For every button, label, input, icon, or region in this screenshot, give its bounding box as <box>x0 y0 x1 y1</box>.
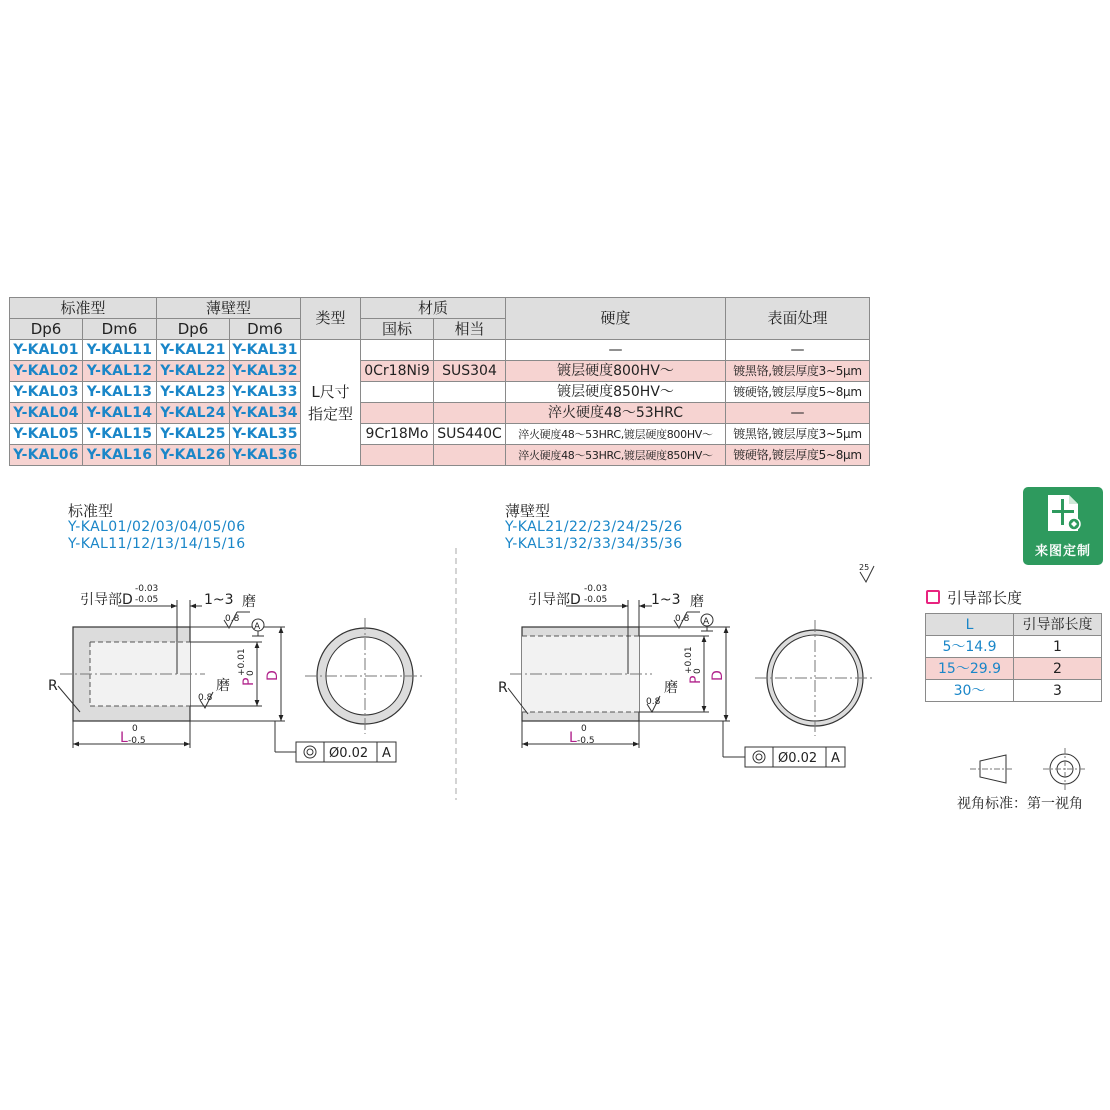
table-row <box>10 403 870 424</box>
guide-header-l: L <box>926 614 1014 636</box>
right-guide-tol-up: -0.03 <box>584 584 608 594</box>
right-caption-codes-1: Y-KAL21/22/23/24/25/26 <box>505 519 683 535</box>
table-row <box>10 361 870 382</box>
type-cell <box>301 340 361 466</box>
table-header-row-1 <box>10 298 870 319</box>
header-hardness: 硬度 <box>506 298 726 340</box>
guide-l-range: 5～14.9 <box>926 636 1014 658</box>
square-marker-icon <box>926 590 940 604</box>
part-code[interactable]: Y-KAL15 <box>83 424 157 445</box>
right-l-tol-low: -0.5 <box>577 736 595 746</box>
right-r-label: R <box>498 680 508 696</box>
part-code[interactable]: Y-KAL26 <box>157 445 230 466</box>
left-d-label: D <box>265 670 281 681</box>
left-guide-tol-up: -0.03 <box>135 584 159 594</box>
part-code[interactable]: Y-KAL35 <box>230 424 301 445</box>
left-caption-title: 标准型 <box>68 502 114 520</box>
left-l-tol-up: 0 <box>132 724 138 734</box>
left-p-label: P <box>241 677 257 686</box>
hardness-cell: 淬火硬度48～53HRC,镀层硬度850HV～ <box>506 445 726 466</box>
surface-cell: — <box>726 340 870 361</box>
right-rough-side: 0.8 <box>646 697 661 707</box>
material-equiv <box>434 382 506 403</box>
right-l-label: L <box>569 730 577 746</box>
header-type: 类型 <box>301 298 361 340</box>
part-code[interactable]: Y-KAL23 <box>157 382 230 403</box>
spec-table <box>9 297 870 466</box>
left-datum-mark: A <box>254 622 261 632</box>
material-equiv <box>434 403 506 424</box>
drawing-file-icon <box>1045 493 1081 533</box>
guide-length-title <box>926 587 1022 608</box>
material-gb <box>361 382 434 403</box>
header-surface: 表面处理 <box>726 298 870 340</box>
left-range-13: 1~3 <box>204 592 234 608</box>
part-code[interactable]: Y-KAL21 <box>157 340 230 361</box>
right-guide-tol-low: -0.05 <box>584 595 608 605</box>
custom-drawing-button[interactable] <box>1023 487 1103 565</box>
part-code[interactable]: Y-KAL34 <box>230 403 301 424</box>
standard-end-view <box>305 618 425 734</box>
right-caption-title: 薄壁型 <box>505 502 551 520</box>
material-gb: 9Cr18Mo <box>361 424 434 445</box>
right-rough-top: 0.8 <box>675 614 690 624</box>
material-gb: 0Cr18Ni9 <box>361 361 434 382</box>
part-code[interactable]: Y-KAL32 <box>230 361 301 382</box>
left-guide-tol-low: -0.05 <box>135 595 159 605</box>
material-gb <box>361 403 434 424</box>
left-r-label: R <box>48 678 58 694</box>
left-concentric-datum: A <box>382 746 391 761</box>
hardness-cell: — <box>506 340 726 361</box>
right-concentric-value: Ø0.02 <box>778 751 818 766</box>
surface-cell: — <box>726 403 870 424</box>
left-rough-top: 0.8 <box>225 614 240 624</box>
type-line-2: 指定型 <box>307 404 353 423</box>
thin-end-view <box>755 620 875 736</box>
right-grind-side: 磨 <box>664 680 678 696</box>
table-row <box>10 382 870 403</box>
material-equiv <box>434 340 506 361</box>
part-code[interactable]: Y-KAL05 <box>10 424 83 445</box>
guide-length-title-text: 引导部长度 <box>947 589 1023 607</box>
part-code[interactable]: Y-KAL06 <box>10 445 83 466</box>
surface-cell: 镀硬铬,镀层厚度5~8μm <box>726 445 870 466</box>
part-code[interactable]: Y-KAL11 <box>83 340 157 361</box>
part-code[interactable]: Y-KAL24 <box>157 403 230 424</box>
material-gb <box>361 445 434 466</box>
right-datum-mark: A <box>703 617 710 627</box>
right-guide-label: 引导部D <box>528 592 581 608</box>
part-code[interactable]: Y-KAL13 <box>83 382 157 403</box>
header-thin: 薄壁型 <box>157 298 301 319</box>
left-guide-label: 引导部D <box>80 592 133 608</box>
material-equiv <box>434 445 506 466</box>
part-code[interactable]: Y-KAL33 <box>230 382 301 403</box>
header-dm6: Dm6 <box>83 319 157 340</box>
header-equiv: 相当 <box>434 319 506 340</box>
header-dp6-thin: Dp6 <box>157 319 230 340</box>
first-angle-projection-icon <box>970 748 1087 790</box>
table-row <box>10 340 870 361</box>
custom-drawing-label: 来图定制 <box>1034 544 1091 559</box>
header-dm6-thin: Dm6 <box>230 319 301 340</box>
table-row <box>926 658 1102 680</box>
left-p-tol-up: +0.01 <box>237 648 247 676</box>
header-material: 材质 <box>361 298 506 319</box>
part-code[interactable]: Y-KAL25 <box>157 424 230 445</box>
right-p-tol-low: 0 <box>693 668 703 674</box>
guide-length-value: 1 <box>1014 636 1102 658</box>
part-code[interactable]: Y-KAL04 <box>10 403 83 424</box>
left-l-label: L <box>120 730 128 746</box>
part-code[interactable]: Y-KAL16 <box>83 445 157 466</box>
right-l-tol-up: 0 <box>581 724 587 734</box>
part-code[interactable]: Y-KAL31 <box>230 340 301 361</box>
table-row <box>926 636 1102 658</box>
part-code[interactable]: Y-KAL22 <box>157 361 230 382</box>
right-range-13: 1~3 <box>651 592 681 608</box>
right-caption-codes-2: Y-KAL31/32/33/34/35/36 <box>505 536 683 552</box>
left-caption-codes-1: Y-KAL01/02/03/04/05/06 <box>68 519 246 535</box>
part-code[interactable]: Y-KAL12 <box>83 361 157 382</box>
table-row <box>10 445 870 466</box>
left-rough-side: 0.8 <box>198 693 213 703</box>
left-concentric-value: Ø0.02 <box>329 746 369 761</box>
guide-table-header <box>926 614 1102 636</box>
overall-roughness-value: 25 <box>859 563 870 572</box>
hardness-cell: 淬火硬度48～53HRC,镀层硬度800HV～ <box>506 424 726 445</box>
guide-length-value: 2 <box>1014 658 1102 680</box>
guide-length-table <box>925 613 1102 702</box>
part-code[interactable]: Y-KAL02 <box>10 361 83 382</box>
guide-l-range: 15～29.9 <box>926 658 1014 680</box>
hardness-cell: 镀层硬度800HV～ <box>506 361 726 382</box>
header-gb: 国标 <box>361 319 434 340</box>
material-equiv: SUS304 <box>434 361 506 382</box>
type-line-1: L尺寸 <box>311 382 350 401</box>
material-equiv: SUS440C <box>434 424 506 445</box>
header-standard: 标准型 <box>10 298 157 319</box>
part-code[interactable]: Y-KAL03 <box>10 382 83 403</box>
table-row <box>926 680 1102 702</box>
right-grind-top: 磨 <box>690 594 704 610</box>
left-l-tol-low: -0.5 <box>128 736 146 746</box>
surface-cell: 镀黑铬,镀层厚度3~5μm <box>726 424 870 445</box>
material-gb <box>361 340 434 361</box>
part-code[interactable]: Y-KAL14 <box>83 403 157 424</box>
left-caption-codes-2: Y-KAL11/12/13/14/15/16 <box>68 536 246 552</box>
surface-cell: 镀硬铬,镀层厚度5~8μm <box>726 382 870 403</box>
right-p-tol-up: +0.01 <box>684 646 694 674</box>
header-dp6: Dp6 <box>10 319 83 340</box>
part-code[interactable]: Y-KAL01 <box>10 340 83 361</box>
hardness-cell: 镀层硬度850HV～ <box>506 382 726 403</box>
guide-l-range: 30～ <box>926 680 1014 702</box>
left-p-tol-low: 0 <box>246 670 256 676</box>
guide-length-value: 3 <box>1014 680 1102 702</box>
view-standard-label: 视角标准：第一视角 <box>957 796 1083 812</box>
right-concentric-datum: A <box>831 751 840 766</box>
guide-header-length: 引导部长度 <box>1014 614 1102 636</box>
left-grind-top: 磨 <box>242 594 256 610</box>
hardness-cell: 淬火硬度48～53HRC <box>506 403 726 424</box>
table-row <box>10 424 870 445</box>
right-d-label: D <box>710 670 726 681</box>
left-grind-side: 磨 <box>216 678 230 694</box>
part-code[interactable]: Y-KAL36 <box>230 445 301 466</box>
surface-cell: 镀黑铬,镀层厚度3~5μm <box>726 361 870 382</box>
right-p-label: P <box>688 675 704 684</box>
